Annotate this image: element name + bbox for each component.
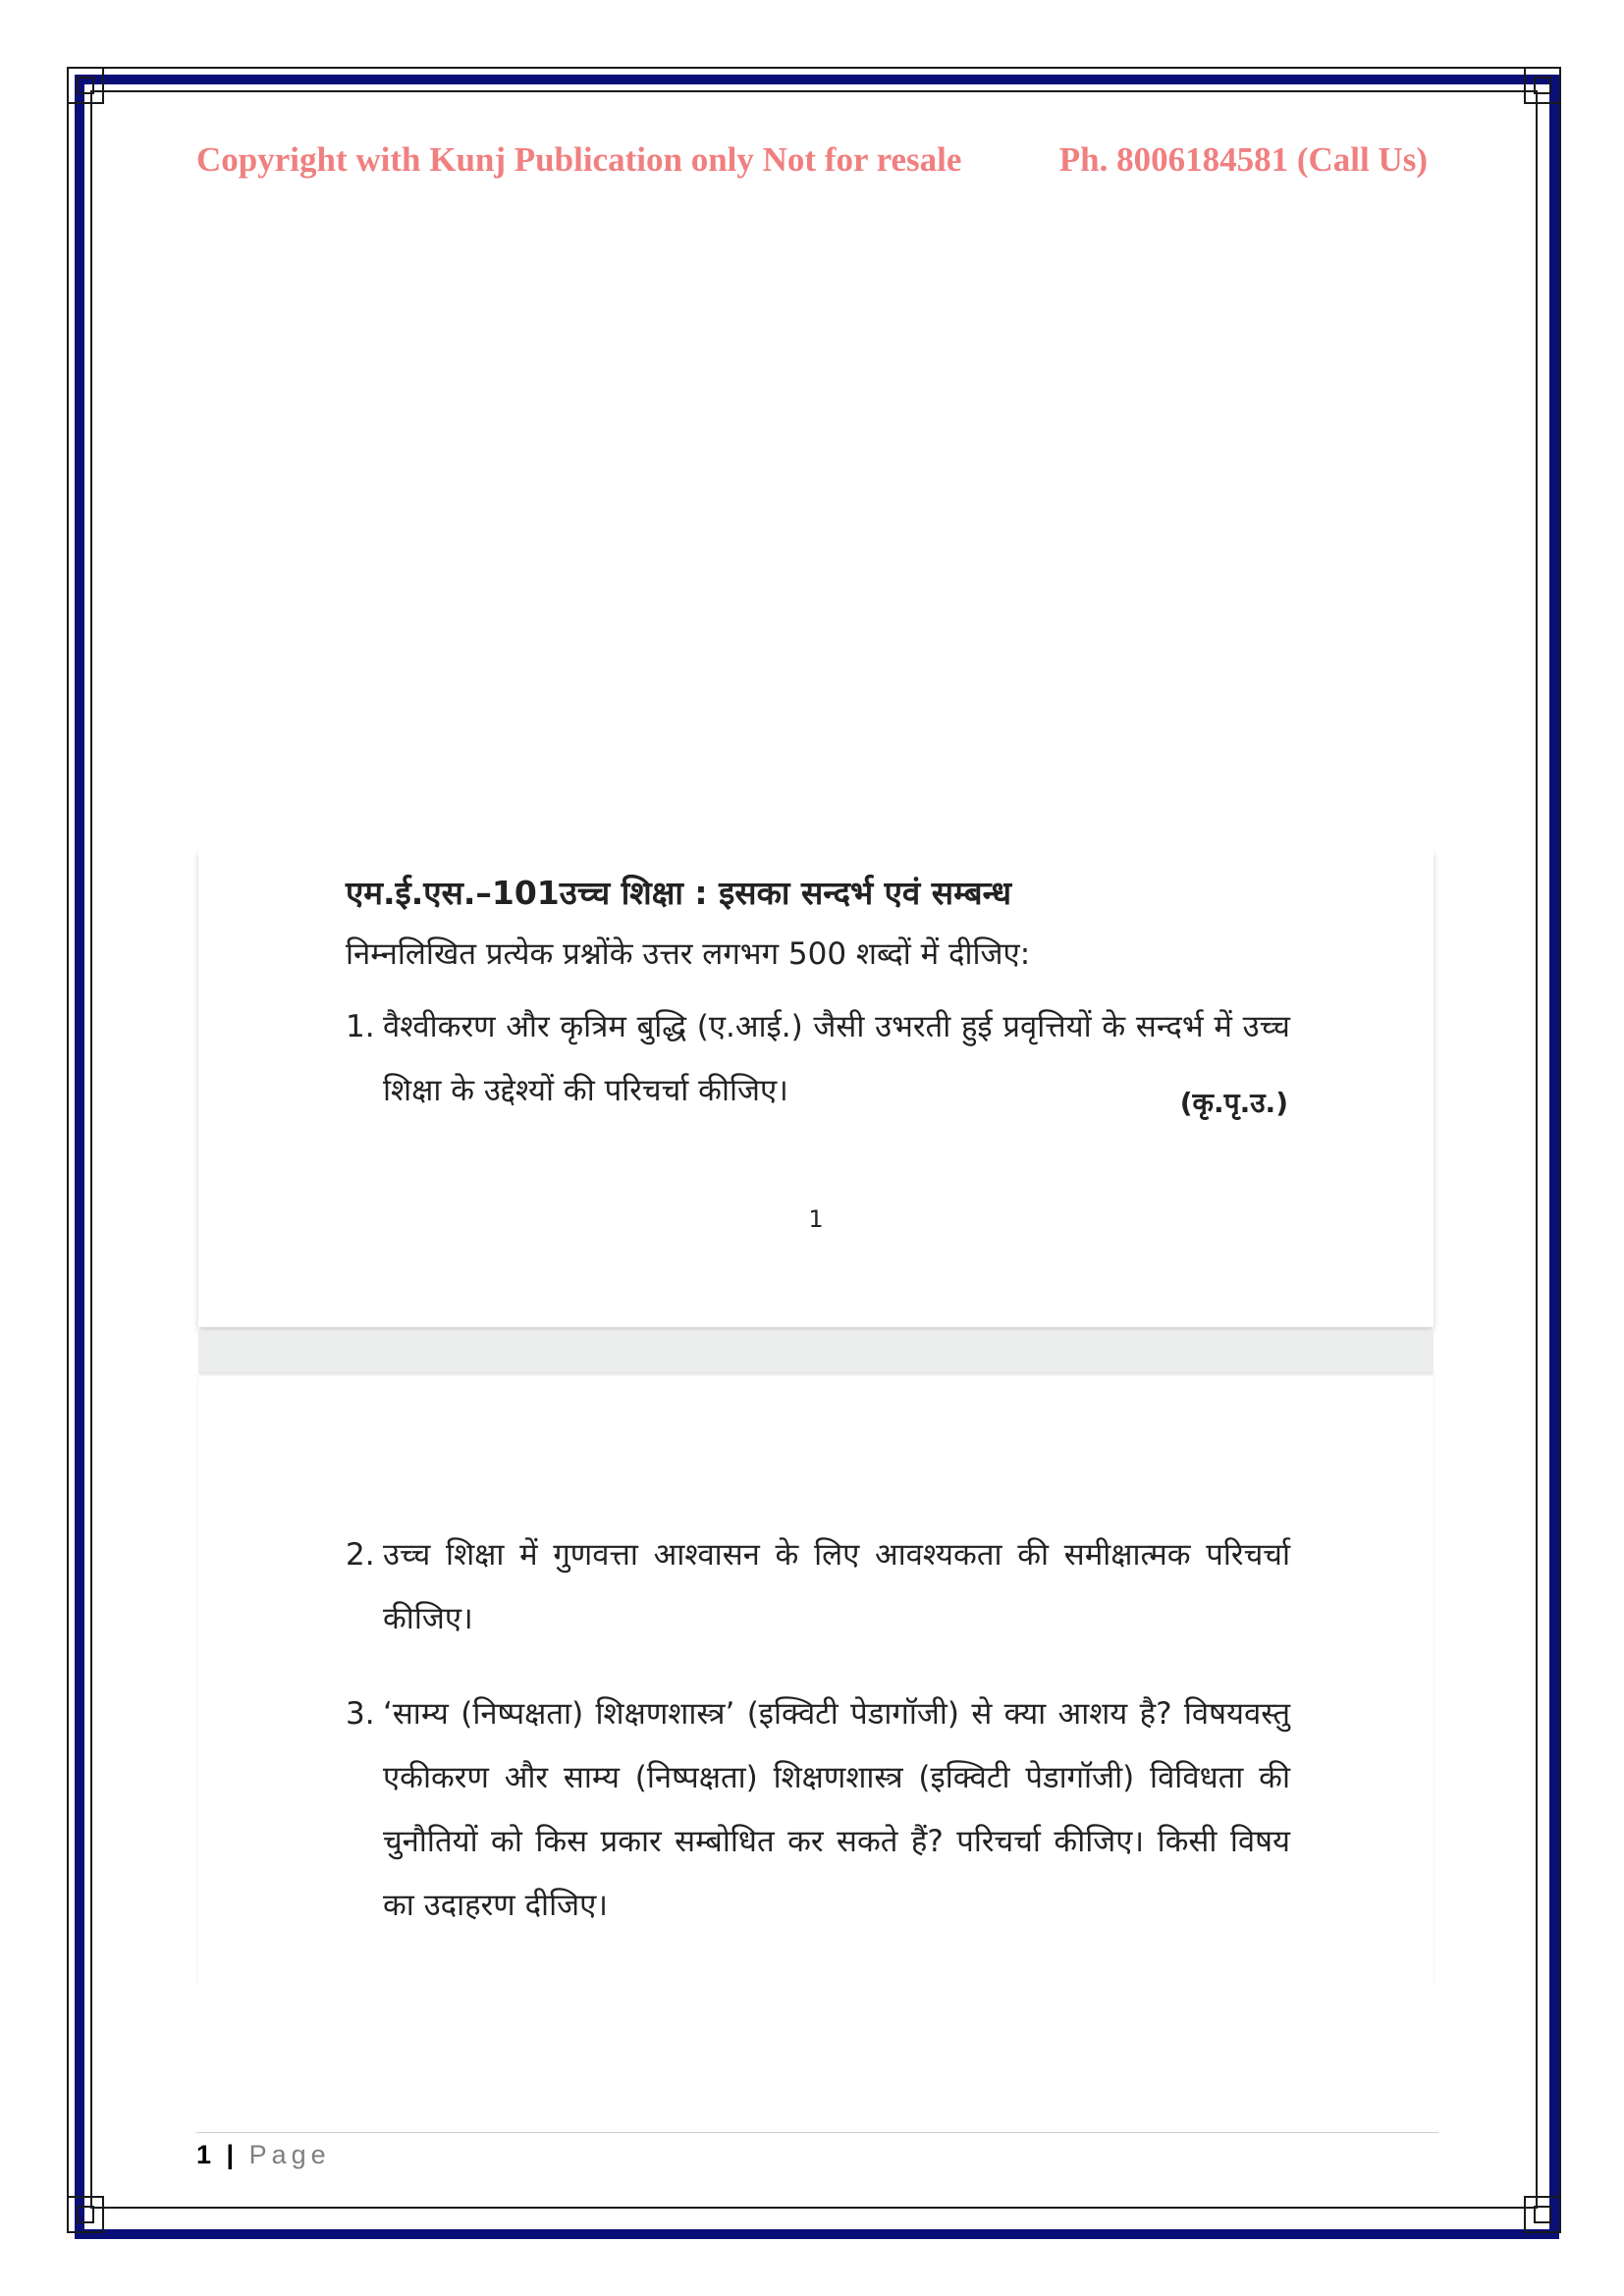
- question-1: [346, 995, 1290, 1123]
- copyright-text: Copyright with Kunj Publication only Not for resale: [196, 140, 962, 179]
- question-text: वैश्वीकरण और कृत्रिम बुद्धि (ए.आई.) जैसी उभरती हुई प्रवृत्तियों के सन्दर्भ में उच्च शिक्षा के उद्देश्यों की परिचर्चा कीजिए।: [383, 1009, 1290, 1108]
- question-number: 2.: [346, 1537, 375, 1573]
- footer-rule: [196, 2132, 1438, 2133]
- corner-ornament-bottom-left: [67, 2196, 104, 2233]
- footer-separator: |: [226, 2140, 235, 2169]
- copyright-header: [196, 140, 1428, 180]
- question-2: [346, 1523, 1290, 1651]
- footer-page-label: Page: [248, 2140, 331, 2169]
- question-paper-page-2: [198, 1376, 1434, 1990]
- question-number: 3.: [346, 1696, 375, 1732]
- phone-text: Ph. 8006184581 (Call Us): [1058, 140, 1428, 179]
- question-text: उच्च शिक्षा में गुणवत्ता आश्वासन के लिए आवश्यकता की समीक्षात्मक परिचर्चा कीजिए।: [383, 1537, 1290, 1636]
- corner-ornament-top-right: [1524, 67, 1561, 104]
- corner-ornament-top-left: [67, 67, 104, 104]
- question-text: ‘साम्य (निष्पक्षता) शिक्षणशास्त्र’ (इक्विटी पेडागॉजी) से क्या आशय है? विषयवस्तु एकीकरण और साम्य (निष्पक्षता) शिक्षणशास्त्र (इक्विटी पेडागॉजी) विविधता की चुनौतियों को किस प्रकार सम्बोधित कर सकते हैं? परिचर्चा कीजिए। किसी विषय का उदाहरण दीजिए।: [383, 1696, 1290, 1923]
- scan-page-number: 1: [808, 1205, 824, 1233]
- instruction-text: निम्नलिखित प्रत्येक प्रश्नोंके उत्तर लगभग 500 शब्दों में दीजिए:: [346, 936, 1031, 972]
- paper-title: एम.ई.एस.–101उच्च शिक्षा : इसका सन्दर्भ एवं सम्बन्ध: [346, 874, 1012, 912]
- page-footer: [196, 2140, 331, 2170]
- question-3: [346, 1682, 1290, 1938]
- question-paper-page-1: [198, 850, 1434, 1327]
- pto-note: (कृ.पृ.उ.): [1179, 1087, 1288, 1119]
- question-number: 1.: [346, 1009, 375, 1044]
- page-separator: [198, 1331, 1434, 1374]
- footer-page-number: 1: [196, 2140, 212, 2169]
- corner-ornament-bottom-right: [1524, 2196, 1561, 2233]
